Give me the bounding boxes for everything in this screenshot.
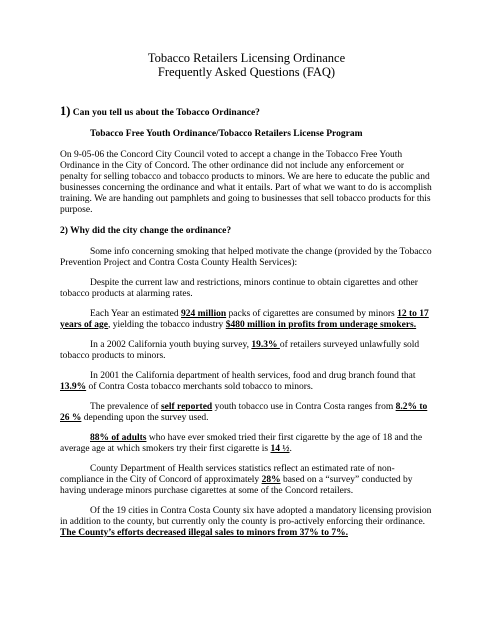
stat-19-3-percent: 19.3% (251, 340, 280, 350)
paragraph-packs-consumed: Each Year an estimated 924 million packs of cigarettes are consumed by minors 12 to 17 years of age, yielding the tobacco industry $480 million in profits from underage smokers. (60, 309, 429, 330)
stat-88-percent-adults: 88% of adults (90, 433, 147, 443)
stat-county-efforts: The County’s efforts decreased illegal sales to minors from 37% to 7%. (60, 528, 348, 538)
question-1-number: 1) (60, 104, 71, 118)
paragraph-2002-survey: In a 2002 California youth buying survey, 19.3% of retailers surveyed unlawfully sold tobacco products to minors. (60, 340, 420, 361)
paragraph-despite-law: Despite the current law and restrictions, minors continue to obtain cigarettes and other tobacco products at alarming rates. (60, 278, 418, 299)
stat-self-reported: self reported (160, 402, 213, 412)
stat-13-9-percent: 13.9% (60, 382, 87, 392)
stat-28-percent: 28% (261, 475, 281, 485)
paragraph-non-compliance: County Department of Health services statistics reflect an estimated rate of non-compliance in the City of Concord of approximately 28% based on a “survey” conducted by having underage minors purchase cigarettes at some of the Concord retailers. (60, 464, 413, 496)
stat-profits: $480 million in profits from underage smokers. (225, 320, 417, 330)
paragraph-prevalence: The prevalence of self reported youth tobacco use in Contra Costa ranges from 8.2% to 26 % depending upon the survey used. (60, 402, 428, 423)
document-title (60, 0, 433, 79)
paragraph-motivation: Some info concerning smoking that helped motivate the change (provided by the Tobacco Prevention Project and Contra Costa County Health Services): (60, 247, 432, 268)
paragraph-19-cities: Of the 19 cities in Contra Costa County six have adopted a mandatory licensing provision in addition to the county, but currently only the county is pro-actively enforcing their ordinance. The County’s efforts decreased illegal sales to minors from 37% to 7%. (60, 506, 432, 538)
question-1-heading (60, 106, 433, 119)
paragraph-adults-first-cigarette: 88% of adults who have ever smoked tried their first cigarette by the age of 18 and the average age at which smokers try their first cigarette is 14 ½. (60, 433, 423, 454)
stat-924-million: 924 million (181, 309, 227, 319)
stat-age-range: 12 to 17 years of age (60, 309, 429, 330)
paragraph-2001-health-services: In 2001 the California department of health services, food and drug branch found that 13.9% of Contra Costa tobacco merchants sold tobacco to minors. (60, 371, 416, 392)
title-line-1: Tobacco Retailers Licensing Ordinance (147, 51, 346, 65)
question-1-answer: On 9-05-06 the Concord City Council voted to accept a change in the Tobacco Free Youth Ordinance in the City of Concord. The other ordinance did not include any enforcement or penalty for selling tobacco and tobacco products to minors. We are here to educate the public and businesses concerning the ordinance and what it entails. Part of what we want to do is accomplish training. We are handing out pamphlets and going to businesses that sell tobacco products for this purpose. (60, 150, 432, 215)
stat-prevalence-range: 8.2% to 26 % (60, 402, 428, 423)
question-1-subheading: Tobacco Free Youth Ordinance/Tobacco Retailers License Program (90, 129, 363, 139)
stat-age-14-half: 14 ½ (270, 444, 290, 454)
title-line-2: Frequently Asked Questions (FAQ) (157, 65, 336, 79)
question-1-text: Can you tell us about the Tobacco Ordinance? (72, 108, 260, 118)
question-2-heading: 2) Why did the city change the ordinance? (60, 226, 232, 236)
